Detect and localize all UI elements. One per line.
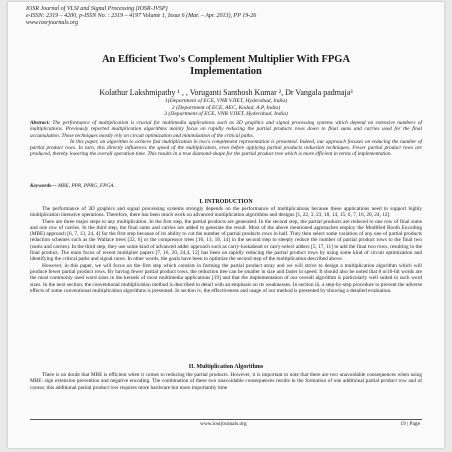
abstract-label: Abstract: [30,120,51,126]
paper-title [28,54,424,78]
footer-site: www.iosrjournals.org [200,421,247,427]
journal-header [26,6,256,27]
affiliation-3: 3 (Department of ECE, VNR VJIET, Hyderabad, India) [164,111,288,118]
section-1-body [30,206,422,294]
affiliation-1: 1(Department of ECE, VNR VJIET, Hyderabad, India) [164,98,288,104]
abstract-text-1: The performance of multiplication is crucial for multimedia applications such as 3D graphics and signal processing systems which depend on extensive numbers of multiplications. Previously reported multiplication algorithms mainly focus on rapidly reducing the partial products rows down to final sums and carries used for the final accumulation. These techniques mostly rely on circuit optimization and minimization of the critical paths. [30,120,422,139]
author-list: Kolathur Lakshmipathy ¹ , , Voruganti Santhosh Kumar ², Dr Vangala padmaja³ [99,88,353,97]
section-2-body [30,372,422,391]
abstract [30,120,422,158]
affiliations [28,98,424,118]
abstract-paragraph-1 [30,120,422,139]
affiliation-2: 2 (Department of ECE, AEC, Kodad, A.P, India) [171,104,281,111]
section-1-paragraph-1: The performance of 3D graphics and signal processing systems strongly depends on the performance of multiplications because these applications need to support highly multiplication intensive operations. Therefore, there has been much work on advanced multiplication algorithms and designs [1, 22, 3, 23, 18, 14, 15, 6, 7, 16, 20, 24, 12]. [30,206,422,219]
page-number: 19 | Page [400,421,420,427]
paper-page [8,2,444,448]
keywords-label: Keywords— [30,183,57,189]
keywords [30,183,422,189]
journal-name: IOSR Journal of VLSI and Signal Processing (IOSR-JVSP) [26,6,168,12]
section-1-paragraph-2: There are three major steps to any multiplication. In the first step, the partial products are generated. In the second step, the partial products are reduced to one row of final sums and one row of carries. In the third step, the final sums and carries are added to generate the result. Most of the above mentioned approaches employ the Modified Booth Encoding (MBE) approach [6, 7, 13, 24, 4] for the first step because of its ability to cut the number of partial products rows in half. They then select some variation of any one of partial products reduction schemes such as the Wallace trees [22, 6] or the compressor trees [16, 13, 18, 14] in the second step to steeply reduce the number of partial product rows to the final two (sums and carries). In the third step, they use some kind of advanced adder approach such as carry-lookahead or carry-select adders [5, 17, 11] to add the final two rows, resulting in the final product. The main focus of recent multiplier papers [7, 16, 20, 24,4, 12] has been on rapidly reducing the partial product rows by using some kind of circuit optimization and identifying the critical paths and signal races. In other words, the goals have been to optimize the second step of the multiplication described above. [30,218,422,263]
section-1-heading: I. INTRODUCTION [199,199,253,205]
section-2-heading: II. Multiplication Algorithms [188,364,264,370]
keywords-text: MBE, PPR, PPRG, FPGA. [56,183,115,189]
section-2-paragraph-1: There is no doubt that MBE is efficient when it comes to reducing the partial products. However, it is important to note that there are two unavoidable consequences when using MBE: sign extension prevention and negative encoding. The combination of these two unavoidable consequences results in the formation of one additional partial product row and of course, this additional partial product row requires more hardware but more importantly time [30,372,422,391]
page-footer [30,419,422,427]
issn-line: e-ISSN: 2319 – 4200, p-ISSN No. : 2319 – 4197 Volume 1, Issue 6 (Mar. – Apr. 2013), PP 19-26 [26,13,257,19]
journal-site: www.iosrjournals.org [26,20,79,26]
title-line-2: Implementation [190,66,262,77]
section-1-paragraph-3: However, in this paper, we will focus on the first step which consists in forming the partial product array and we will strive to design a multiplication algorithm which will produce fewer partial product rows. By having fewer partial product rows, the reduction tree can be smaller in size and faster in speed. It should also be noted that 8 or16-bit words are the most commonly used word sizes in the kernels of most multimedia applications [19] and that the implementation of our overall algorithm is particularly well suited to such word sizes. In the next section, the conventional multiplication method is described in detail with an emphasis on its weaknesses. In section iii, a step-by-step procedure to prevent the adverse effects of some conventional multiplication algorithms is presented. In section iv, the effectiveness and usage of our method is presented by showing a detailed evaluation. [30,262,422,294]
abstract-paragraph-2: In this paper, an algorithm to achieve fast multiplication in two's complement representation is presented. Indeed, our approach focuses on reducing the number of partial product rows. In turn, this directly influences the speed of the multiplication, even before applying partial products reduction techniques. Fewer partial product rows are produced, thereby lowering the overall operation time. This results in a true diamond-shape for the partial product tree which is more efficient in terms of implementation. [30,138,422,158]
title-line-1: An Efficient Two's Complement Multiplier With FPGA [101,54,351,65]
